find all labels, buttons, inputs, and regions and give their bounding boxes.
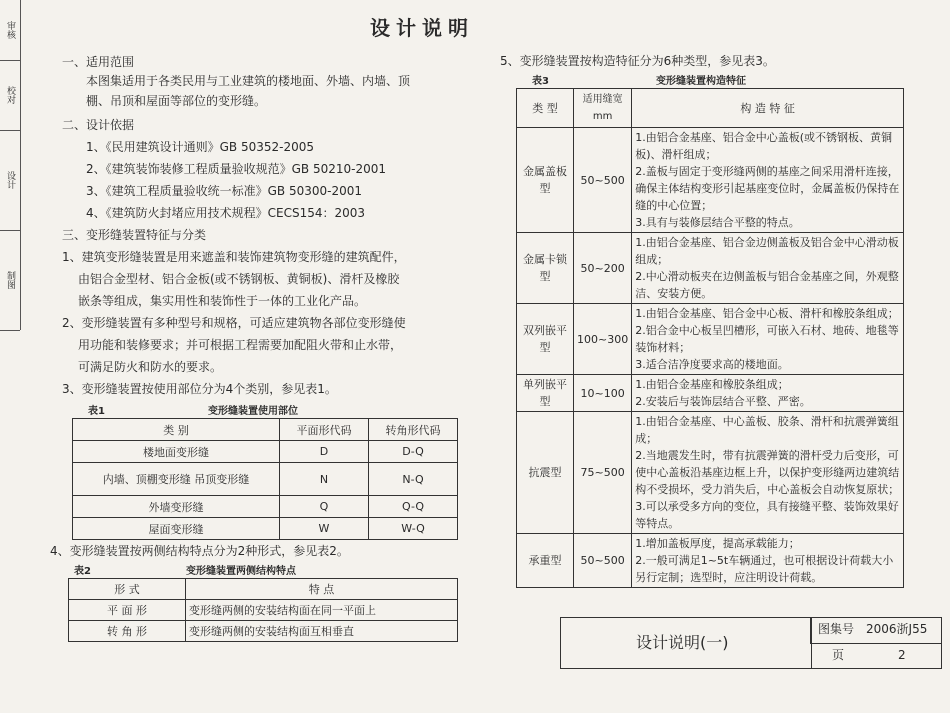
- table3: [516, 88, 904, 588]
- table-cell: 变形缝两侧的安装结构面互相垂直: [186, 621, 458, 642]
- body-line: 由铝合金型材、铝合金板(或不锈钢板、黄铜板)、滑杆及橡胶: [78, 272, 400, 286]
- feature-cell: [632, 412, 904, 534]
- page-value: 2: [898, 648, 906, 662]
- feature-line: 2.当地震发生时，带有抗震弹簧的滑杆受力后变形，可使中心盖板沿基座边框上升，以保护变形缝两边建筑结构不受损坏，受力消失后，中心盖板会自动恢复原状；: [635, 449, 900, 496]
- body-line: 4、变形缝装置按两侧结构特点分为2种形式，参见表2。: [50, 544, 349, 558]
- width-cell: 10~100: [574, 375, 632, 412]
- table3-header: 类 型: [517, 89, 574, 128]
- table2: [68, 578, 458, 642]
- table-row: [517, 375, 904, 412]
- table-row: [517, 304, 904, 375]
- table-row: [69, 600, 458, 621]
- feature-cell: [632, 375, 904, 412]
- reference-item: 1、《民用建筑设计通则》GB 50352-2005: [86, 140, 315, 154]
- table-cell: 平 面 形: [69, 600, 186, 621]
- table1-header: 转角形代码: [369, 419, 458, 441]
- feature-cell: [632, 233, 904, 304]
- body-line: 本图集适用于各类民用与工业建筑的楼地面、外墙、内墙、顶: [86, 74, 411, 88]
- table-row: [73, 441, 458, 463]
- type-cell: 抗震型: [517, 412, 574, 534]
- width-cell: 50~500: [574, 128, 632, 233]
- table-cell: 变形缝两侧的安装结构面在同一平面上: [186, 600, 458, 621]
- feature-line: 1.由铝合金基座和橡胶条组成；: [635, 378, 789, 391]
- table2-header: 形 式: [69, 579, 186, 600]
- table2-caption: 变形缝装置两侧结构特点: [186, 566, 296, 577]
- feature-cell: [632, 304, 904, 375]
- feature-line: 1.由铝合金基座、铝合金中心板、滑杆和橡胶条组成；: [635, 307, 899, 320]
- table-cell: 屋面变形缝: [73, 518, 280, 540]
- table-cell: D-Q: [369, 441, 458, 463]
- feature-line: 1.由铝合金基座、铝合金中心盖板(或不锈钢板、黄铜板)、滑杆组成；: [635, 131, 893, 161]
- feature-cell: [632, 128, 904, 233]
- width-cell: 100~300: [574, 304, 632, 375]
- table-cell: 内墙、顶棚变形缝 吊顶变形缝: [73, 463, 280, 496]
- strip-cell: 设计: [0, 130, 20, 231]
- table-cell: 外墙变形缝: [73, 496, 280, 518]
- reference-item: 2、《建筑装饰装修工程质量验收规范》GB 50210-2001: [86, 162, 387, 176]
- strip-cell: 审核: [0, 0, 20, 61]
- body-line: 5、变形缝装置按构造特征分为6种类型，参见表3。: [500, 54, 775, 68]
- table-cell: 楼地面变形缝: [73, 441, 280, 463]
- type-cell: 单列嵌平型: [517, 375, 574, 412]
- table-cell: 转 角 形: [69, 621, 186, 642]
- table-row: [517, 233, 904, 304]
- atlas-value: 2006浙J55: [866, 622, 928, 636]
- table1-header: 平面形代码: [280, 419, 369, 441]
- table-cell: Q: [280, 496, 369, 518]
- width-cell: 50~200: [574, 233, 632, 304]
- feature-line: 2.盖板与固定于变形缝两侧的基座之间采用滑杆连接，确保主体结构变形引起基座变位时，金属盖板仍保持在缝的中心位置；: [635, 165, 900, 212]
- type-cell: 金属盖板型: [517, 128, 574, 233]
- table2-label: 表2: [74, 566, 91, 577]
- body-line: 嵌条等组成，集实用性和装饰性于一体的工业化产品。: [78, 294, 367, 308]
- table-row: [517, 412, 904, 534]
- table-cell: N-Q: [369, 463, 458, 496]
- section-heading: 二、设计依据: [62, 118, 135, 132]
- table3-label: 表3: [532, 76, 549, 87]
- feature-line: 2.中心滑动板夹在边侧盖板与铝合金基座之间，外观整洁、安装方便。: [635, 270, 899, 300]
- table-cell: W-Q: [369, 518, 458, 540]
- table3-header: 适用缝宽mm: [574, 89, 632, 128]
- table-cell: D: [280, 441, 369, 463]
- feature-line: 1.由铝合金基座、铝合金边侧盖板及铝合金中心滑动板组成；: [635, 236, 899, 266]
- table1-header: 类 别: [73, 419, 280, 441]
- left-signature-strip: [0, 0, 21, 330]
- table3-caption: 变形缝装置构造特征: [656, 76, 746, 87]
- page-label: 页: [832, 648, 845, 662]
- table-row: [69, 621, 458, 642]
- table-row: [73, 518, 458, 540]
- feature-line: 2.一般可满足1~5t车辆通过，也可根据设计荷载大小另行定制；选型时，应注明设计荷载。: [635, 554, 894, 584]
- feature-line: 3.适合洁净度要求高的楼地面。: [635, 358, 789, 371]
- reference-item: 3、《建筑工程质量验收统一标准》GB 50300-2001: [86, 184, 363, 198]
- page-title: 设计说明: [370, 16, 474, 40]
- reference-item: 4、《建筑防火封堵应用技术规程》CECS154：2003: [86, 206, 366, 220]
- table1-label: 表1: [88, 406, 105, 417]
- table-cell: W: [280, 518, 369, 540]
- table-row: [517, 128, 904, 233]
- table-row: [73, 463, 458, 496]
- table1: [72, 418, 458, 540]
- table1-caption: 变形缝装置使用部位: [208, 406, 298, 417]
- table-cell: Q-Q: [369, 496, 458, 518]
- width-cell: 75~500: [574, 412, 632, 534]
- table-cell: N: [280, 463, 369, 496]
- type-cell: 双列嵌平型: [517, 304, 574, 375]
- section-heading: 一、适用范围: [62, 55, 135, 69]
- width-cell: 50~500: [574, 534, 632, 588]
- strip-cell: 制图: [0, 230, 20, 331]
- body-line: 用功能和装修要求；并可根据工程需要加配阻火带和止水带，: [78, 338, 403, 352]
- section-heading: 三、变形缝装置特征与分类: [62, 228, 207, 242]
- table-row: [73, 496, 458, 518]
- feature-line: 1.增加盖板厚度，提高承载能力；: [635, 537, 800, 550]
- sheet-title: 设计说明(一): [636, 633, 729, 652]
- atlas-label: 图集号: [818, 622, 855, 636]
- table-row: [517, 534, 904, 588]
- type-cell: 承重型: [517, 534, 574, 588]
- feature-line: 1.由铝合金基座、中心盖板、胶条、滑杆和抗震弹簧组成；: [635, 415, 899, 445]
- feature-line: 3.可以承受多方向的变位，具有接缝平整、装饰效果好等特点。: [635, 500, 899, 530]
- body-line: 1、建筑变形缝装置是用来遮盖和装饰建筑物变形缝的建筑配件，: [62, 250, 406, 264]
- body-line: 3、变形缝装置按使用部位分为4个类别，参见表1。: [62, 382, 337, 396]
- strip-cell: 校对: [0, 60, 20, 131]
- feature-line: 2.铝合金中心板呈凹槽形，可嵌入石材、地砖、地毯等装饰材料；: [635, 324, 899, 354]
- feature-line: 2.安装后与装饰层结合平整、严密。: [635, 395, 811, 408]
- feature-line: 3.具有与装修层结合平整的特点。: [635, 216, 800, 229]
- body-line: 棚、吊顶和屋面等部位的变形缝。: [86, 94, 267, 108]
- body-line: 可满足防火和防水的要求。: [78, 360, 223, 374]
- type-cell: 金属卡锁型: [517, 233, 574, 304]
- table3-header: 构 造 特 征: [632, 89, 904, 128]
- table2-header: 特 点: [186, 579, 458, 600]
- body-line: 2、变形缝装置有多种型号和规格，可适应建筑物各部位变形缝使: [62, 316, 406, 330]
- feature-cell: [632, 534, 904, 588]
